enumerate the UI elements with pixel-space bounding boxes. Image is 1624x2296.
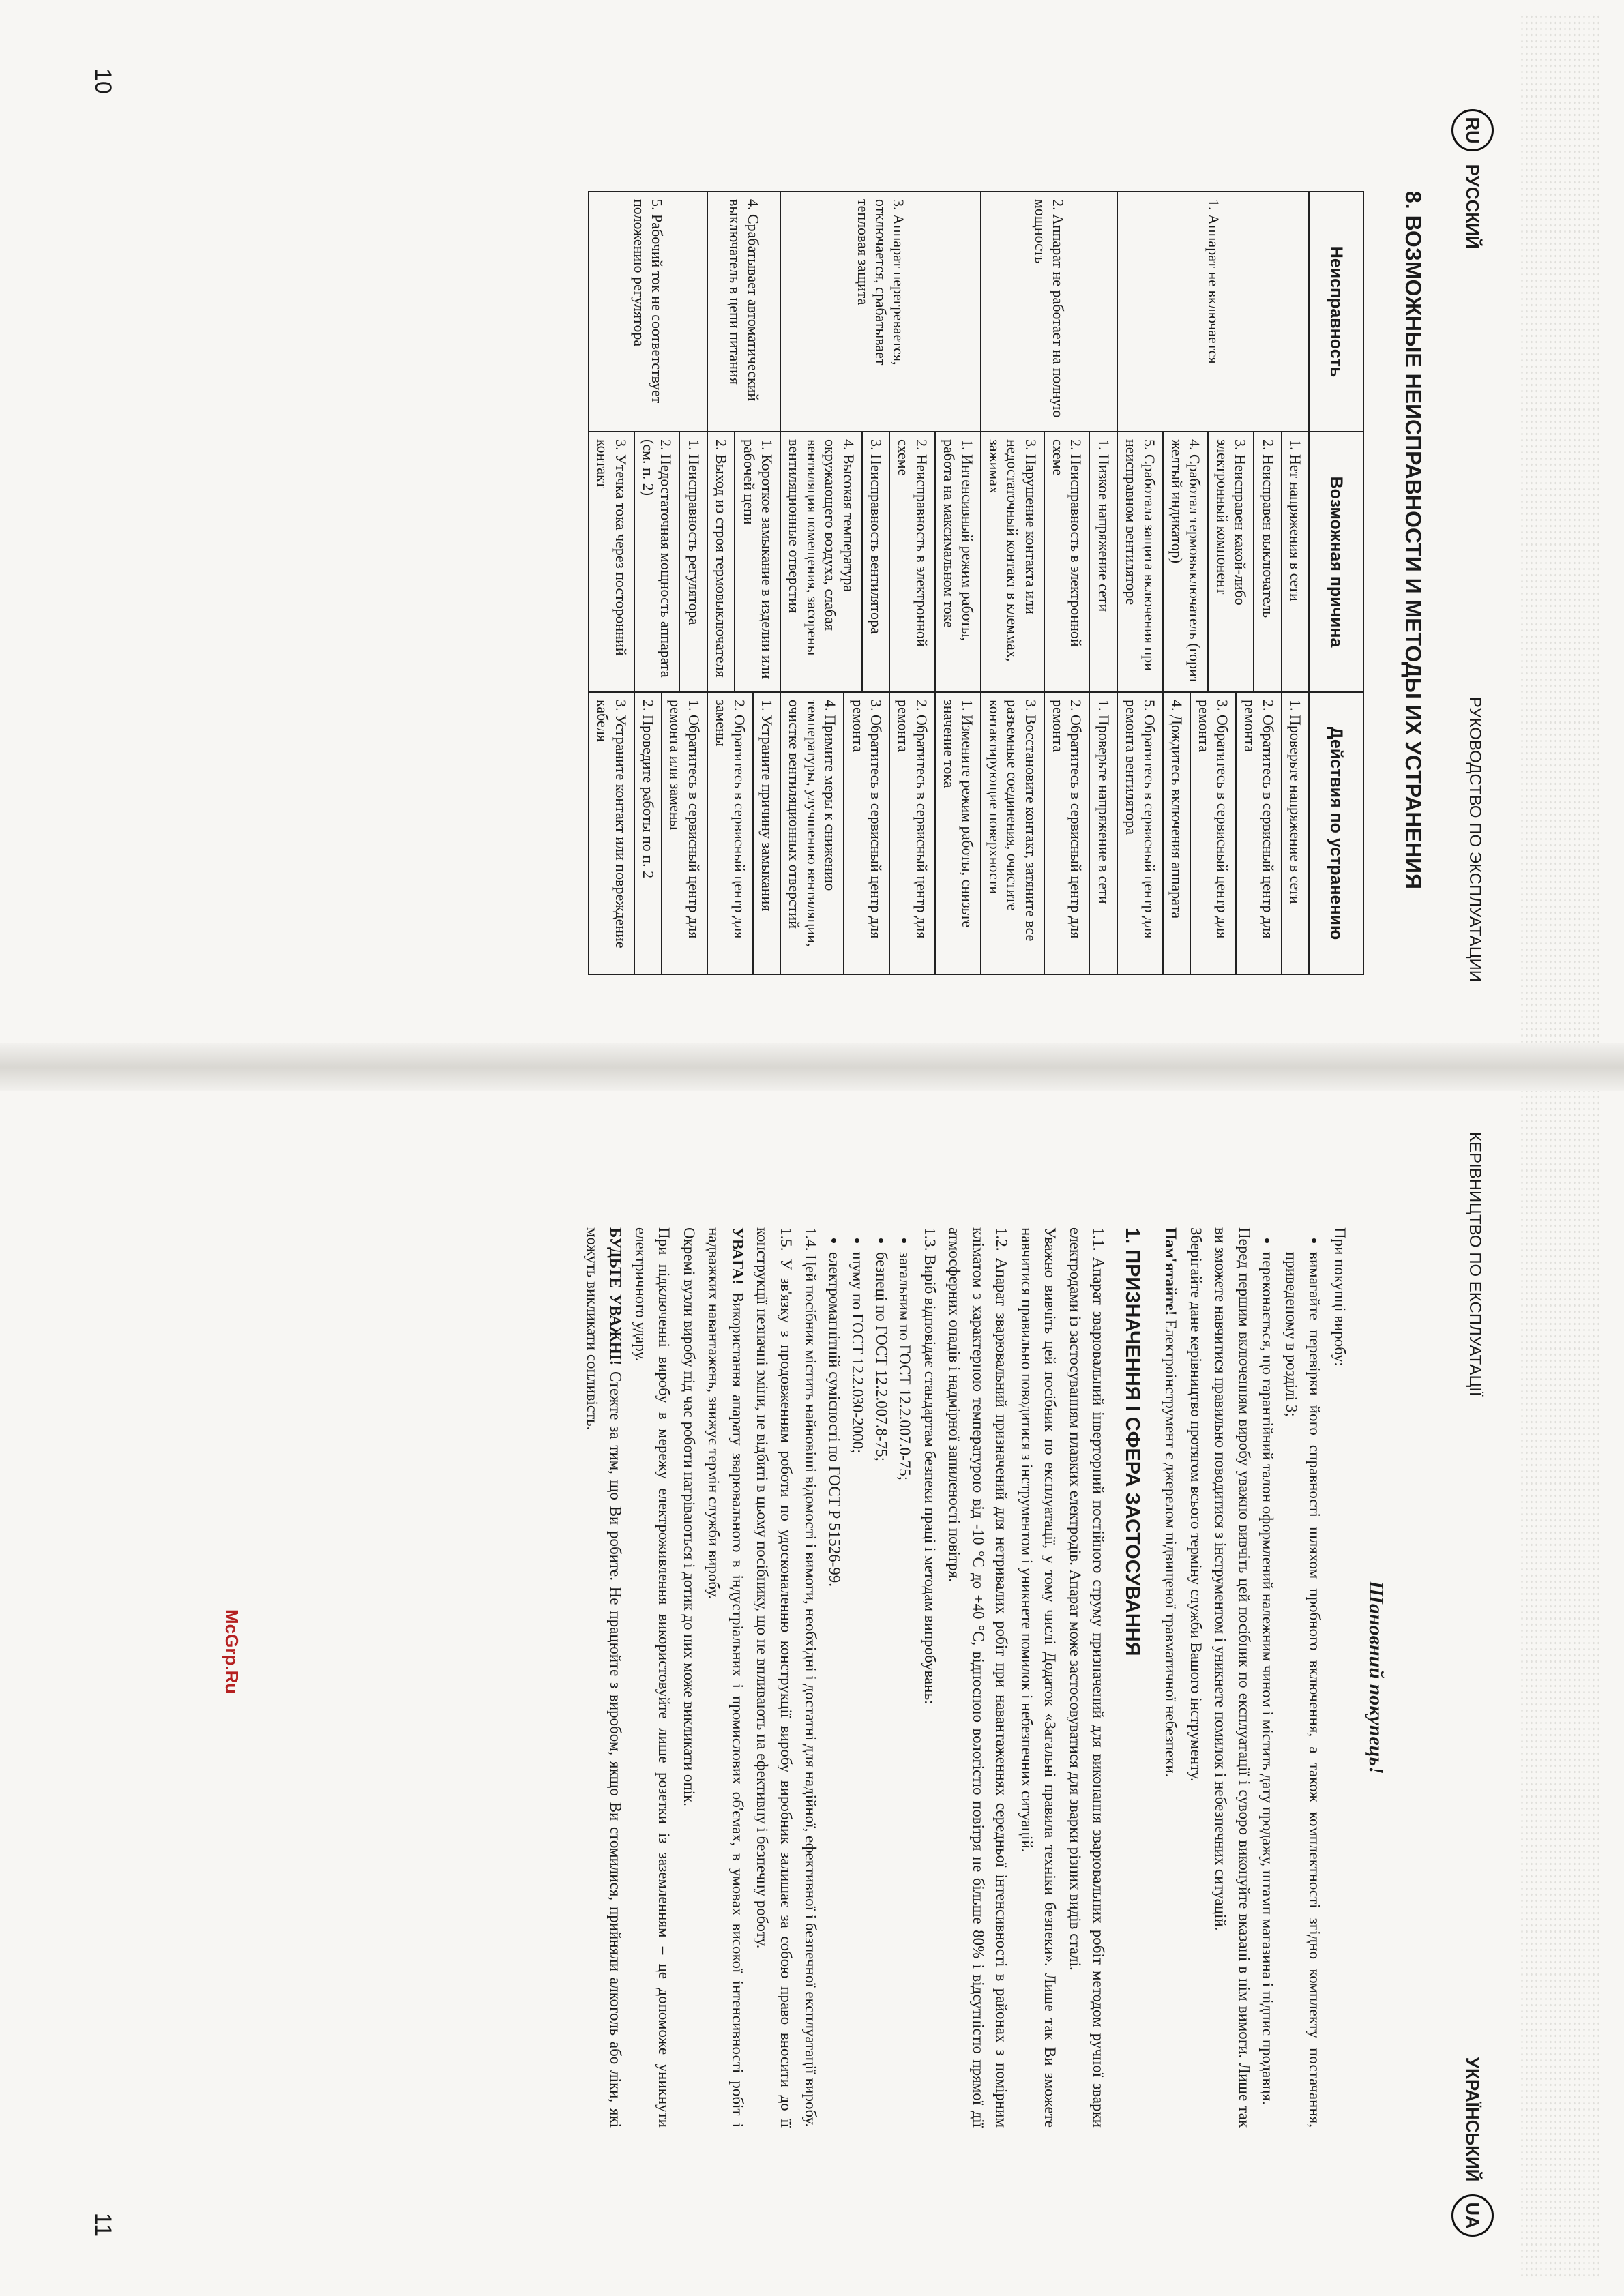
careful bbox=[580, 1227, 628, 2128]
greeting: Шановний покупець! bbox=[1365, 1581, 1387, 1774]
para-1-4: 1.4. Цей посібник містить найновіші відомості і вимоги, необхідні і достатні для надійної, ефективної і безпечної експлуатації виробу. bbox=[802, 1227, 820, 2128]
cause-item: 2. Неисправен выключатель bbox=[1253, 432, 1280, 691]
para-1-5: 1.5. У зв'язку з продовженням роботи по удосконаленню конструкції виробу виробник залишає за собою право вносити до її конструкції незначні зміни, не відбиті в цьому посібнику, що не впливають на ефективну і безпечну роботу. bbox=[754, 1227, 795, 2128]
action-item: 4. Дождитесь включения аппарата bbox=[1162, 693, 1190, 974]
faults-table bbox=[588, 191, 1364, 975]
fault-cell: 2. Аппарат не работает на полную мощность bbox=[981, 192, 1117, 432]
action-cell bbox=[589, 692, 707, 974]
col-fault: Неисправность bbox=[1309, 192, 1363, 432]
action-cell bbox=[981, 692, 1117, 974]
cause-item: 1. Нет напряжения в сети bbox=[1281, 432, 1308, 691]
cause-cell bbox=[1117, 432, 1309, 692]
para-keep: Зберігайте дане керівництво протягом всього терміну служби Вашого інструменту. bbox=[1187, 1227, 1205, 1782]
ua-content bbox=[579, 1227, 1392, 2128]
para-1-1b: Уважно вивчіть цей посібник по експлуатації, у тому числі Додаток «Загальні правила техніки безпеки». Лише так Ви зможете навчитися правильно поводитися з інструментом і уникнете помилок і небезпечних ситуацій. bbox=[1018, 1227, 1059, 2128]
action-item: 1. Обратитесь в сервисный центр для ремонта или замены bbox=[661, 693, 707, 974]
cause-item: 3. Неисправность вентилятора bbox=[861, 432, 889, 691]
cause-item: 1. Короткое замыкание в изделии или рабочей цепи bbox=[734, 432, 780, 691]
action-item: 1. Устраните причину замыкания bbox=[752, 693, 780, 974]
action-item: 5. Обратитесь в сервисный центр для ремонта вентилятора bbox=[1123, 700, 1158, 939]
list-item: • безпеці по ГОСТ 12.2.007.8-75; bbox=[870, 1252, 894, 2128]
warning-text: Використання апарату зварювального в індустріальних і промислових об'ємах, в умовах високої інтенсивності робіт і надважких навантажень, знижує термін служби виробу. bbox=[705, 1227, 746, 2128]
col-action: Действия по устранению bbox=[1309, 692, 1363, 974]
list-item: • шуму по ГОСТ 12.2.030-2000; bbox=[846, 1252, 870, 2128]
cause-cell bbox=[981, 432, 1117, 692]
action-item: 2. Проведите работы по п. 2 bbox=[634, 693, 661, 974]
action-item: 2. Обратитесь в сервисный центр для ремонта bbox=[1044, 693, 1089, 974]
lang-badge-ua: UA bbox=[1451, 2194, 1494, 2237]
table-row bbox=[780, 192, 981, 974]
list-item: • загальним по ГОСТ 12.2.007.0-75; bbox=[893, 1252, 917, 2128]
section-title-ua: 1. ПРИЗНАЧЕННЯ І СФЕРА ЗАСТОСУВАННЯ bbox=[1121, 1227, 1143, 1656]
lang-badge: RU bbox=[1451, 109, 1494, 151]
cause-cell bbox=[589, 432, 707, 692]
remember bbox=[1159, 1227, 1183, 2128]
intro: При покупці виробу: bbox=[1331, 1227, 1348, 1367]
table-row bbox=[981, 192, 1117, 974]
page-russian bbox=[61, 55, 1494, 996]
standards-list bbox=[823, 1227, 917, 2128]
warning bbox=[702, 1227, 749, 2128]
action-item: 3. Обратитесь в сервисный центр для ремонта bbox=[843, 693, 889, 974]
page-fold bbox=[0, 1043, 1624, 1091]
para-socket: При підключенні виробу в мережу електроживлення використовуйте лише розетки із заземленням – це допоможе уникнути електричного удару. bbox=[632, 1227, 673, 2128]
cause-item: 3. Нарушение контакта или недостаточный контакт в клеммах, зажимах bbox=[986, 439, 1039, 662]
para-1-3: 1.3. Виріб відповідає стандартам безпеки праці і методам випробувань: bbox=[921, 1227, 939, 1705]
table-row bbox=[589, 192, 707, 974]
watermark: McGrp.Ru bbox=[222, 1609, 242, 1695]
fault-cell: 3. Аппарат перегревается, отключается, срабатывает тепловая защита bbox=[780, 192, 981, 432]
fault-cell: 5. Рабочий ток не соответствует положению регулятора bbox=[589, 192, 707, 432]
action-item: 1. Измените режим работы, снизьте значение тока bbox=[934, 693, 980, 974]
table-row bbox=[1117, 192, 1309, 974]
action-item: 3. Устраните контакт или повреждение кабеля bbox=[594, 700, 630, 949]
cause-cell bbox=[707, 432, 780, 692]
cause-item: 5. Сработала защита включения при неисправном вентиляторе bbox=[1123, 439, 1158, 671]
list-item: • електромагнітній сумісності по ГОСТ Р 51526-99. bbox=[823, 1252, 846, 2128]
action-item: 3. Обратитесь в сервисный центр для ремонта bbox=[1190, 693, 1235, 974]
cause-item: 1. Интенсивный режим работы, работа на максимальном токе bbox=[934, 432, 980, 691]
col-cause: Возможная причина bbox=[1309, 432, 1363, 692]
cause-item: 1. Неисправность регулятора bbox=[679, 432, 706, 691]
action-item: 3. Восстановите контакт, затяните все разъемные соединения, очистите контактирующие поверхности bbox=[986, 700, 1039, 942]
page-number: 10 bbox=[90, 68, 116, 94]
list-item: • переконається, що гарантійний талон оформлений належним чином і містить дату продажу, штамп магазина і підпис продавця. bbox=[1256, 1252, 1280, 2128]
cause-item: 1. Низкое напряжение сети bbox=[1089, 432, 1116, 691]
cause-item: 2. Недостаточная мощность аппарата (см. п. 2) bbox=[634, 432, 679, 691]
action-item: 2. Обратитесь в сервисный центр для замены bbox=[713, 700, 748, 939]
action-item: 4. Примите меры к снижению температуры, улучшению вентиляции, очистке вентиляционных отверстий bbox=[786, 700, 840, 947]
header-manual-ua: КЕРІВНИЦТВО ПО ЕКСПЛУАТАЦІЇ bbox=[1466, 1132, 1484, 1397]
table-body bbox=[589, 192, 1309, 974]
warning-label: УВАГА! bbox=[729, 1227, 746, 1285]
cause-item: 2. Неисправность в электронной схеме bbox=[1044, 432, 1089, 691]
remember-text: Електроінструмент є джерелом підвищеної травматичної небезпеки. bbox=[1162, 1320, 1180, 1778]
lang-name: РУССКИЙ bbox=[1462, 164, 1483, 249]
cause-item: 2. Выход из строя термовыключателя bbox=[713, 439, 730, 678]
careful-text: Стежте за тим, що Ви робите. Не працюйте з виробом, якщо Ви стомилися, прийняли алкоголь або ліки, які можуть викликати сонливість. bbox=[584, 1227, 625, 2128]
table-row bbox=[707, 192, 780, 974]
cause-item: 3. Утечка тока через посторонний контакт bbox=[594, 439, 630, 656]
scan-noise bbox=[1520, 14, 1601, 2278]
para-heat: Окремі вузли виробу під час роботи нагріваються і дотик до них може викликати опік. bbox=[681, 1227, 698, 1807]
cause-item: 3. Неисправен какой-либо электронный компонент bbox=[1207, 432, 1253, 691]
table-header-row bbox=[1309, 192, 1363, 974]
page-number-ua: 11 bbox=[90, 2212, 116, 2237]
action-cell bbox=[707, 692, 780, 974]
cause-item: 4. Сработал термовыключатель (горит желтый индикатор) bbox=[1162, 432, 1208, 691]
para-before: Перед першим включенням виробу уважно вивчіть цей посібник по експлуатації і сувоpo виконуйте вказані в нім вимоги. Лише так ви зможете навчитися правильно поводитися з інструментом і уникнете помилок і небезпечних ситуацій. bbox=[1212, 1227, 1253, 2128]
careful-label: БУДЬТЕ УВАЖНІ! bbox=[607, 1227, 625, 1366]
header-lang-ua bbox=[1451, 2049, 1494, 2237]
cause-cell bbox=[780, 432, 981, 692]
action-item: 2. Обратитесь в сервисный центр для ремонта bbox=[1235, 693, 1281, 974]
para-1-1: 1.1. Апарат зварювальний інверторний постійного струму призначений для виконання зварювальних робіт методом ручної зварки електродами із застосуванням плавких електродів. Апарат може застосовуватися для зварки різних видів сталі. bbox=[1067, 1227, 1108, 2128]
action-cell bbox=[780, 692, 981, 974]
header-manual: РУКОВОДСТВО ПО ЭКСПЛУАТАЦИИ bbox=[1466, 696, 1484, 982]
action-item: 1. Проверьте напряжение в сети bbox=[1281, 693, 1308, 974]
para-1-2: 1.2. Апарат зварювальний призначений для нетривалих робіт при навантаженнях середньої інтенсивності в районах з помірним кліматом з характерною температурою від -10 °С до +40 °С, відносною вологістю повітря не більше 80% і відсутністю прямої дії атмосферних опадів і надмірної запиленості повітря. bbox=[946, 1227, 1011, 2128]
list-item: • вимагайте перевірки його справності шляхом пробного включення, а також комплектності згідно комплекту постачання, приведеному в розділі 3; bbox=[1280, 1252, 1327, 2128]
section-title: 8. ВОЗМОЖНЫЕ НЕИСПРАВНОСТИ И МЕТОДЫ ИХ УСТРАНЕНИЯ bbox=[1401, 191, 1426, 889]
action-item: 1. Проверьте напряжение в сети bbox=[1089, 693, 1116, 974]
fault-cell: 4. Срабатывает автоматический выключатель в цепи питания bbox=[707, 192, 780, 432]
remember-label: Пам'ятайте! bbox=[1162, 1227, 1180, 1316]
cause-item: 4. Высокая температура окружающего воздуха, слабая вентиляция помещения, засорены вентиляционные отверстия bbox=[786, 439, 857, 656]
purchase-list bbox=[1256, 1227, 1327, 2128]
page-ukrainian bbox=[61, 1091, 1494, 2264]
header-lang bbox=[1451, 109, 1494, 249]
fault-cell: 1. Аппарат не включается bbox=[1117, 192, 1309, 432]
action-cell bbox=[1117, 692, 1309, 974]
lang-name-ua: УКРАЇНСЬКИЙ bbox=[1462, 2057, 1483, 2182]
cause-item: 2. Неисправность в электронной схеме bbox=[889, 432, 934, 691]
action-item: 2. Обратитесь в сервисный центр для ремонта bbox=[889, 693, 934, 974]
